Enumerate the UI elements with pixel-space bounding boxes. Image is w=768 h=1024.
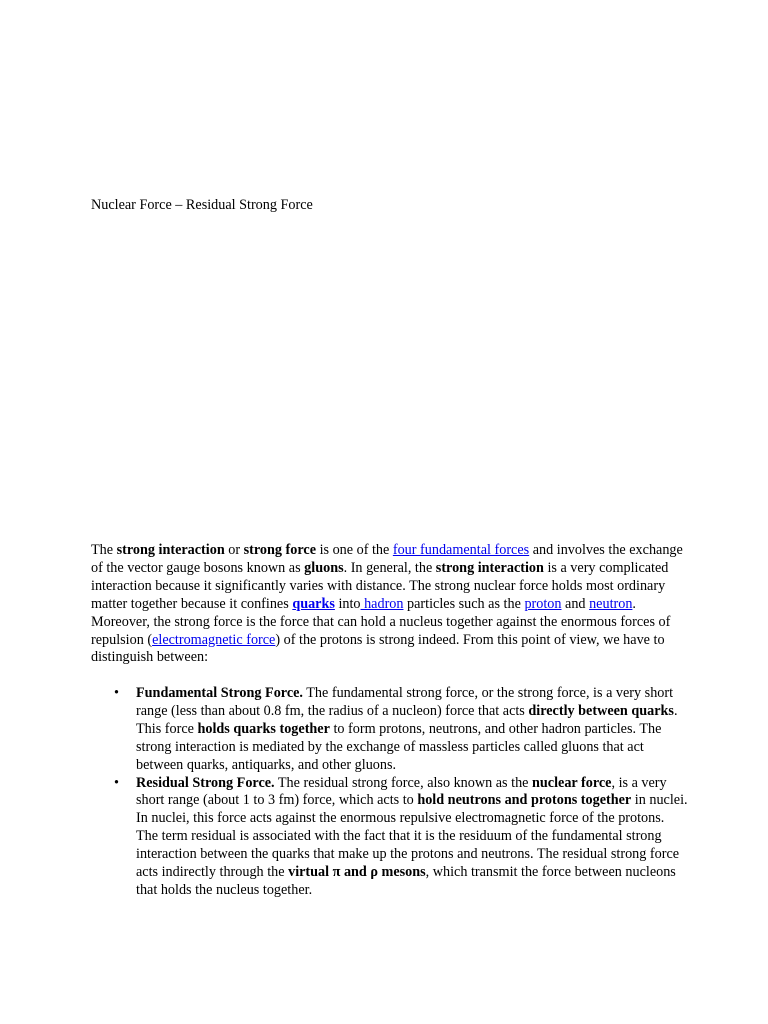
item-text: , is a very short range (about 1 to 3 fm) force, which acts to	[136, 774, 667, 809]
intro-text: . In general, the	[343, 559, 436, 576]
list-item-residual-strong-force	[136, 775, 689, 900]
term-gluons: gluons	[304, 559, 344, 576]
intro-text: and involves the exchange of the vector gauge bosons known as	[91, 542, 683, 576]
item-text: . This force	[136, 702, 678, 737]
item-text: , which transmit the force between nucleons that holds the nucleus together.	[136, 864, 676, 898]
term-strong-force: strong force	[243, 542, 317, 558]
intro-text: and	[561, 595, 590, 612]
item-emphasis: hold neutrons and protons together	[417, 792, 632, 809]
force-types-list	[91, 685, 689, 900]
intro-text: is a very complicated interaction because it significantly varies with distance. The strong nuclear force holds most ordinary matter together because it confines	[91, 559, 669, 612]
list-item-fundamental-strong-force	[136, 685, 689, 775]
intro-text: . Moreover, the strong force is the force that can hold a nucleus together against the enormous forces of repulsion (	[91, 595, 671, 648]
link-quarks[interactable]	[292, 596, 335, 612]
item-text: The residual strong force, also known as the	[274, 774, 533, 791]
link-electromagnetic-force[interactable]: electromagnetic force	[152, 631, 276, 648]
item-heading: Fundamental Strong Force.	[136, 685, 303, 701]
intro-text: The	[91, 542, 117, 558]
item-text: to form protons, neutrons, and other hadron particles. The strong interaction is mediated by the exchange of massless particles called gluons that act between quarks, antiquarks, and other gluons.	[136, 720, 662, 773]
link-proton[interactable]: proton	[524, 595, 562, 612]
link-quarks-label[interactable]: quarks	[292, 595, 335, 612]
item-emphasis: directly between quarks	[528, 702, 674, 719]
intro-text: ) of the protons is strong indeed. From this point of view, we have to distinguish between:	[91, 631, 665, 666]
item-emphasis: virtual π and ρ mesons	[288, 864, 426, 881]
page-title: Nuclear Force – Residual Strong Force	[91, 197, 313, 213]
intro-text: into	[334, 595, 361, 612]
term-strong-interaction-2: strong interaction	[435, 559, 544, 576]
link-hadron[interactable]: hadron	[360, 595, 404, 612]
link-neutron[interactable]: neutron	[589, 595, 633, 612]
intro-text: is one of the	[316, 542, 393, 558]
intro-text: or	[224, 542, 244, 558]
intro-paragraph	[91, 542, 689, 667]
item-text: The fundamental strong force, or the strong force, is a very short range (less than about 0.8 fm, the radius of a nucleon) force that acts	[136, 685, 674, 719]
item-heading: Residual Strong Force.	[136, 774, 275, 791]
item-emphasis: holds quarks together	[197, 720, 330, 737]
intro-text: particles such as the	[403, 595, 525, 612]
item-emphasis: nuclear force	[532, 774, 612, 791]
link-four-fundamental-forces[interactable]: four fundamental forces	[392, 542, 530, 558]
item-text: in nuclei. In nuclei, this force acts against the enormous repulsive electromagnetic force of the protons. The term residual is associated with the fact that it is the residuum of the fundamental strong interaction between the quarks that make up the protons and neutrons. The residual strong force acts indirectly through the	[136, 792, 688, 881]
term-strong-interaction: strong interaction	[116, 542, 225, 558]
